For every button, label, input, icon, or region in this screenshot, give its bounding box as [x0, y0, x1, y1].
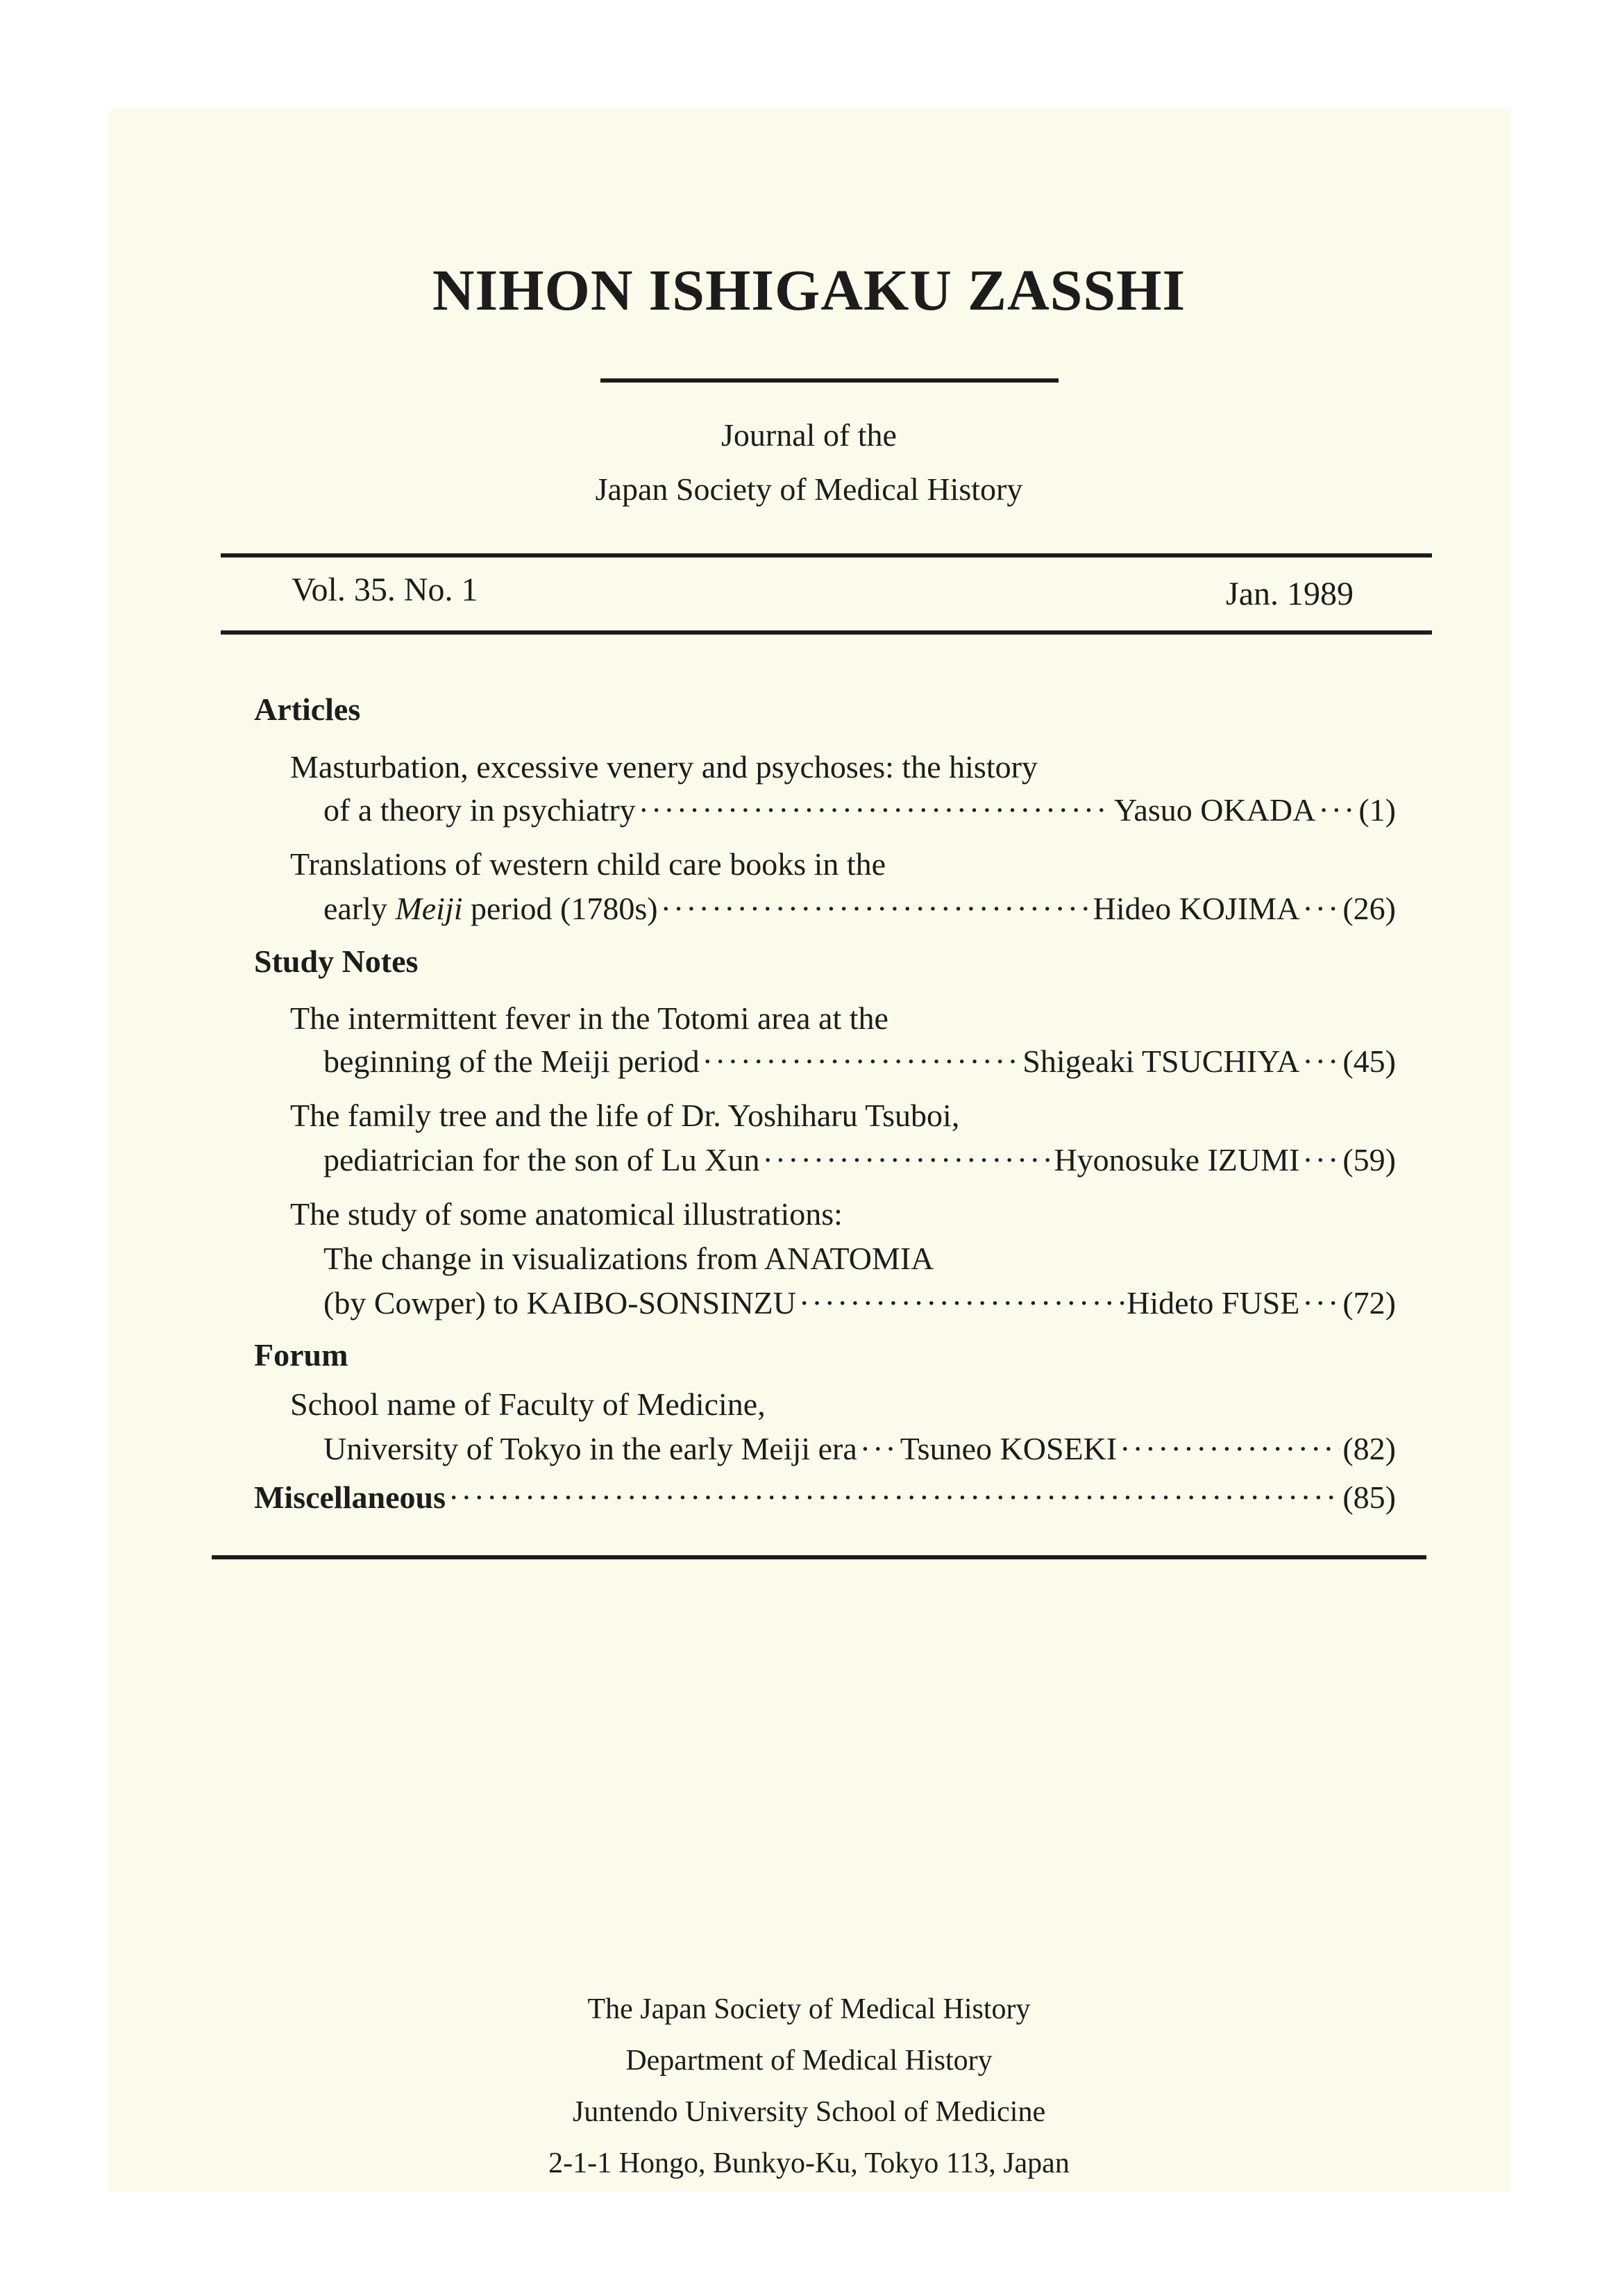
note3-title-line3: (by Cowper) to KAIBO-SONSINZU — [323, 1285, 796, 1321]
issue-volume: Vol. 35. No. 1 — [292, 571, 478, 608]
leader-dots — [799, 1284, 1124, 1321]
forum1-author: Tsuneo KOSEKI — [900, 1431, 1118, 1466]
section-heading-articles: Articles — [254, 692, 361, 727]
subtitle-line2: Japan Society of Medical History — [595, 471, 1023, 507]
misc-entry — [254, 1479, 1396, 1516]
article1-entry — [323, 791, 1396, 828]
leader-dots — [1302, 1284, 1340, 1321]
subtitle-line1: Journal of the — [721, 417, 897, 453]
note3-author: Hideto FUSE — [1127, 1285, 1300, 1321]
leader-dots — [1120, 1430, 1340, 1467]
forum1-page: (82) — [1342, 1431, 1396, 1466]
note1-entry — [323, 1043, 1396, 1080]
note2-page: (59) — [1342, 1142, 1396, 1178]
forum1-title-line1: School name of Faculty of Medicine, — [290, 1386, 766, 1422]
leader-dots — [702, 1043, 1020, 1080]
article2-page: (26) — [1342, 891, 1396, 926]
article1-page: (1) — [1358, 792, 1396, 828]
note1-author: Shigeaki TSUCHIYA — [1022, 1044, 1300, 1079]
leader-dots — [448, 1479, 1340, 1516]
leader-dots — [1302, 890, 1340, 927]
footer-line2: Department of Medical History — [625, 2045, 993, 2077]
section-heading-study-notes: Study Notes — [254, 944, 419, 979]
footer-line4: 2-1-1 Hongo, Bunkyo-Ku, Tokyo 113, Japan — [548, 2147, 1070, 2179]
article2-title-line2: early Meiji period (1780s) — [323, 891, 658, 926]
note2-title-line2: pediatrician for the son of Lu Xun — [323, 1142, 760, 1178]
article1-author: Yasuo OKADA — [1113, 792, 1316, 828]
leader-dots — [661, 890, 1090, 927]
footer-line1: The Japan Society of Medical History — [587, 1993, 1031, 2025]
forum1-title-line2: University of Tokyo in the early Meiji era — [323, 1431, 857, 1466]
title-rule — [600, 378, 1059, 383]
forum1-entry — [323, 1430, 1396, 1467]
footer-line3: Juntendo University School of Medicine — [572, 2096, 1046, 2128]
article2-author: Hideo KOJIMA — [1093, 891, 1300, 926]
issue-rule-top — [221, 553, 1432, 558]
leader-dots — [1302, 1141, 1340, 1178]
note1-page: (45) — [1342, 1044, 1396, 1079]
misc-page: (85) — [1342, 1480, 1396, 1515]
section-heading-forum: Forum — [254, 1337, 348, 1373]
note3-page: (72) — [1342, 1285, 1396, 1321]
note3-title-line2: The change in visualizations from ANATOMIA — [323, 1241, 934, 1276]
note2-title-line1: The family tree and the life of Dr. Yoshiharu Tsuboi, — [290, 1098, 960, 1133]
toc-bottom-rule — [212, 1555, 1426, 1559]
article2-entry — [323, 890, 1396, 927]
note3-title-line1: The study of some anatomical illustrations: — [290, 1196, 843, 1232]
note3-entry — [323, 1284, 1396, 1321]
journal-title: NIHON ISHIGAKU ZASSHI — [432, 258, 1186, 323]
meiji-italic: Meiji — [395, 891, 463, 926]
leader-dots — [639, 791, 1111, 828]
article1-title-line1: Masturbation, excessive venery and psychoses: the history — [290, 749, 1038, 785]
issue-rule-bottom — [221, 630, 1432, 635]
note1-title-line2: beginning of the Meiji period — [323, 1044, 700, 1079]
article2-title-line1: Translations of western child care books in the — [290, 846, 886, 882]
leader-dots — [860, 1430, 898, 1467]
section-heading-miscellaneous: Miscellaneous — [254, 1480, 446, 1515]
leader-dots — [1318, 791, 1356, 828]
issue-date: Jan. 1989 — [1226, 576, 1354, 612]
note2-author: Hyonosuke IZUMI — [1054, 1142, 1300, 1178]
article1-title-line2: of a theory in psychiatry — [323, 792, 636, 828]
note1-title-line1: The intermittent fever in the Totomi area at the — [290, 1000, 888, 1036]
leader-dots — [1302, 1043, 1340, 1080]
leader-dots — [762, 1141, 1051, 1178]
note2-entry — [323, 1141, 1396, 1178]
